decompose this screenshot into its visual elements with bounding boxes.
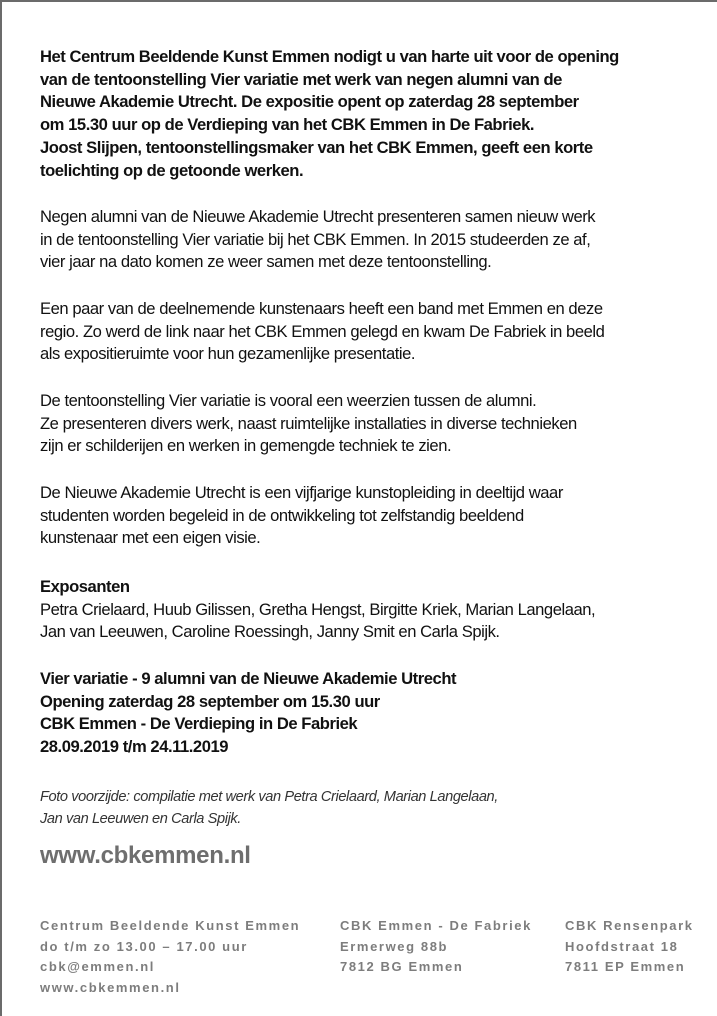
- event-title: Vier variatie - 9 alumni van de Nieuwe Akademie Utrecht: [40, 669, 457, 688]
- footer-fabriek-address: [340, 916, 532, 978]
- footer-org-name: Centrum Beeldende Kunst Emmen: [40, 918, 301, 933]
- intro-line: Het Centrum Beeldende Kunst Emmen nodigt u van harte uit voor de opening: [40, 47, 619, 66]
- paragraph-line: in de tentoonstelling Vier variatie bij het CBK Emmen. In 2015 studeerden ze af,: [40, 229, 591, 249]
- caption-line: Jan van Leeuwen en Carla Spijk.: [40, 811, 241, 827]
- exhibitors-section: [40, 576, 595, 644]
- footer-contact-column: [40, 916, 300, 998]
- event-opening: Opening zaterdag 28 september om 15.30 uur: [40, 691, 380, 711]
- paragraph-line: kunstenaar met een eigen visie.: [40, 528, 261, 548]
- exhibitors-line: Petra Crielaard, Huub Gilissen, Gretha Hengst, Birgitte Kriek, Marian Langelaan,: [40, 599, 596, 619]
- intro-line: toelichting op de getoonde werken.: [40, 160, 304, 180]
- photo-caption: [40, 786, 498, 830]
- intro-line: Joost Slijpen, tentoonstellingsmaker van het CBK Emmen, geeft een korte: [40, 137, 593, 157]
- page-border-left: [0, 0, 2, 1016]
- website-link[interactable]: www.cbkemmen.nl: [40, 842, 251, 869]
- paragraph-line: De Nieuwe Akademie Utrecht is een vijfjarige kunstopleiding in deeltijd waar: [40, 483, 563, 502]
- paragraph-line: Een paar van de deelnemende kunstenaars heeft een band met Emmen en deze: [40, 299, 603, 318]
- event-dates: 28.09.2019 t/m 24.11.2019: [40, 737, 229, 757]
- footer-postcode-city: 7812 BG Emmen: [340, 959, 464, 974]
- paragraph-line: regio. Zo werd de link naar het CBK Emmen gelegd en kwam De Fabriek in beeld: [40, 321, 605, 341]
- footer-website-link[interactable]: www.cbkemmen.nl: [40, 979, 181, 995]
- page-border-top: [0, 0, 717, 2]
- paragraph-line: zijn er schilderijen en werken in gemengde techniek te zien.: [40, 436, 452, 456]
- exhibitors-line: Jan van Leeuwen, Caroline Roessingh, Janny Smit en Carla Spijk.: [40, 622, 500, 642]
- caption-line: Foto voorzijde: compilatie met werk van Petra Crielaard, Marian Langelaan,: [40, 789, 498, 805]
- footer-location-name: CBK Rensenpark: [565, 918, 694, 933]
- body-paragraph-exhibition: [40, 390, 577, 458]
- event-info-block: [40, 668, 456, 759]
- paragraph-line: vier jaar na dato komen ze weer samen met deze tentoonstelling.: [40, 252, 492, 272]
- footer-email-link[interactable]: cbk@emmen.nl: [40, 959, 155, 974]
- paragraph-line: Ze presenteren divers werk, naast ruimtelijke installaties in diverse technieken: [40, 413, 577, 433]
- intro-line: van de tentoonstelling Vier variatie met werk van negen alumni van de: [40, 69, 562, 89]
- footer-hours: do t/m zo 13.00 – 17.00 uur: [40, 938, 248, 954]
- footer-location-name: CBK Emmen - De Fabriek: [340, 918, 532, 933]
- intro-line: om 15.30 uur op de Verdieping van het CBK Emmen in De Fabriek.: [40, 115, 535, 135]
- paragraph-line: studenten worden begeleid in de ontwikkeling tot zelfstandig beeldend: [40, 505, 524, 525]
- footer-postcode-city: 7811 EP Emmen: [565, 959, 686, 974]
- body-paragraph-academy: [40, 482, 563, 550]
- body-paragraph-alumni: [40, 206, 595, 274]
- body-paragraph-region: [40, 298, 604, 366]
- intro-paragraph: [40, 46, 619, 182]
- paragraph-line: als expositieruimte voor hun gezamenlijke presentatie.: [40, 344, 416, 364]
- paragraph-line: Negen alumni van de Nieuwe Akademie Utrecht presenteren samen nieuw werk: [40, 207, 596, 226]
- footer-street: Hoofdstraat 18: [565, 938, 679, 954]
- paragraph-line: De tentoonstelling Vier variatie is vooral een weerzien tussen de alumni.: [40, 391, 537, 410]
- intro-line: Nieuwe Akademie Utrecht. De expositie opent op zaterdag 28 september: [40, 92, 579, 112]
- event-location: CBK Emmen - De Verdieping in De Fabriek: [40, 714, 358, 734]
- footer-street: Ermerweg 88b: [340, 938, 449, 954]
- footer-rensenpark-address: [565, 916, 694, 978]
- exhibitors-heading: Exposanten: [40, 577, 130, 596]
